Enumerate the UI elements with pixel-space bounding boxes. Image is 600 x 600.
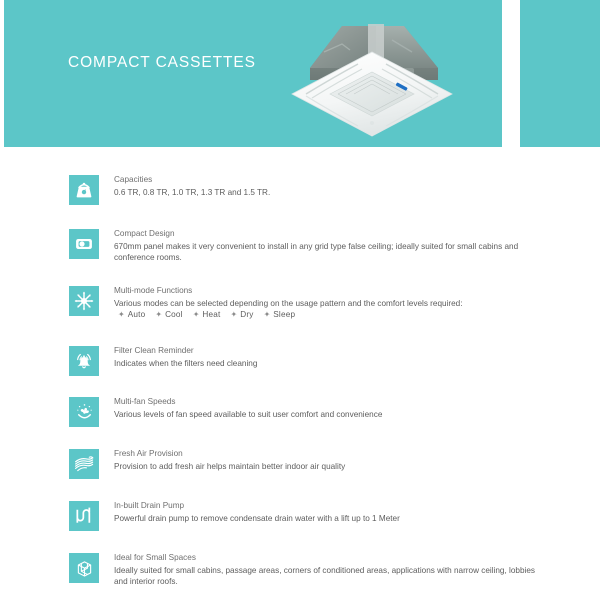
mode-label: Auto xyxy=(127,310,146,320)
hero-panel-side xyxy=(520,0,600,147)
feature-title: Fresh Air Provision xyxy=(114,449,183,458)
feature-row-multi-mode-functions xyxy=(0,279,600,339)
feature-text-capacities xyxy=(114,168,270,198)
feature-title: Filter Clean Reminder xyxy=(114,346,194,355)
feature-title: In-built Drain Pump xyxy=(114,501,185,510)
weighing-scale-icon xyxy=(69,175,99,205)
bullet-icon: ✦ xyxy=(155,310,163,320)
feature-row-compact-design xyxy=(0,222,600,279)
feature-description: Provision to add fresh air helps maintain better indoor air quality xyxy=(114,461,346,471)
bullet-icon: ✦ xyxy=(192,310,200,320)
feature-text-in-built-drain-pump xyxy=(114,494,400,524)
bullet-icon: ✦ xyxy=(118,310,125,320)
feature-description: 670mm panel makes it very convenient to install in any grid type false ceiling; ideally suited for small cabins and conference rooms. xyxy=(114,241,519,263)
feature-text-multi-fan-speeds xyxy=(114,390,382,420)
feature-text-ideal-for-small-spaces xyxy=(114,546,544,588)
feature-description: Various levels of fan speed available to suit user comfort and convenience xyxy=(114,409,383,419)
feature-row-fresh-air-provision xyxy=(0,442,600,494)
drain-pipe-icon xyxy=(69,501,99,531)
mode-label: Sleep xyxy=(273,310,296,320)
feature-title: Multi-mode Functions xyxy=(114,286,193,295)
mode-item-auto xyxy=(114,309,151,321)
mode-item-heat xyxy=(189,309,227,321)
feature-row-ideal-for-small-spaces xyxy=(0,546,600,600)
mode-item-cool xyxy=(151,309,188,321)
feature-description: 0.6 TR, 0.8 TR, 1.0 TR, 1.3 TR and 1.5 TR. xyxy=(114,187,271,197)
airflow-lines-icon xyxy=(69,449,99,479)
feature-mode-list xyxy=(114,309,463,321)
feature-description: Powerful drain pump to remove condensate drain water with a lift up to 1 Meter xyxy=(114,513,400,523)
feature-description: Ideally suited for small cabins, passage areas, corners of conditioned areas, applications with narrow ceiling, lobbies and interior roofs. xyxy=(114,565,535,587)
mode-item-dry xyxy=(227,309,260,321)
feature-row-multi-fan-speeds xyxy=(0,390,600,442)
feature-text-filter-clean-reminder xyxy=(114,339,257,369)
bullet-icon: ✦ xyxy=(263,310,271,320)
feature-text-compact-design xyxy=(114,222,544,264)
mode-label: Dry xyxy=(240,310,254,320)
mode-item-sleep xyxy=(260,309,302,321)
feature-title: Capacities xyxy=(114,175,153,184)
feature-description: Various modes can be selected depending on the usage pattern and the comfort levels required: xyxy=(114,298,463,308)
feature-title: Multi-fan Speeds xyxy=(114,397,176,406)
feature-text-fresh-air-provision xyxy=(114,442,345,472)
feature-list xyxy=(0,168,600,600)
hero-banner xyxy=(0,0,600,148)
feature-title: Compact Design xyxy=(114,229,175,238)
product-image-cassette-unit xyxy=(272,6,472,146)
feature-description: Indicates when the filters need cleaning xyxy=(114,358,258,368)
bullet-icon: ✦ xyxy=(230,310,238,320)
compact-panel-icon xyxy=(69,229,99,259)
feature-title: Ideal for Small Spaces xyxy=(114,553,196,562)
mode-label: Cool xyxy=(165,310,183,320)
feature-row-capacities xyxy=(0,168,600,222)
snowflake-sun-icon xyxy=(69,286,99,316)
mode-label: Heat xyxy=(202,310,221,320)
feature-row-in-built-drain-pump xyxy=(0,494,600,546)
fan-speed-icon xyxy=(69,397,99,427)
bell-icon xyxy=(69,346,99,376)
cube-box-icon xyxy=(69,553,99,583)
page-title: COMPACT CASSETTES xyxy=(68,54,256,71)
feature-text-multi-mode-functions xyxy=(114,279,463,321)
feature-row-filter-clean-reminder xyxy=(0,339,600,390)
